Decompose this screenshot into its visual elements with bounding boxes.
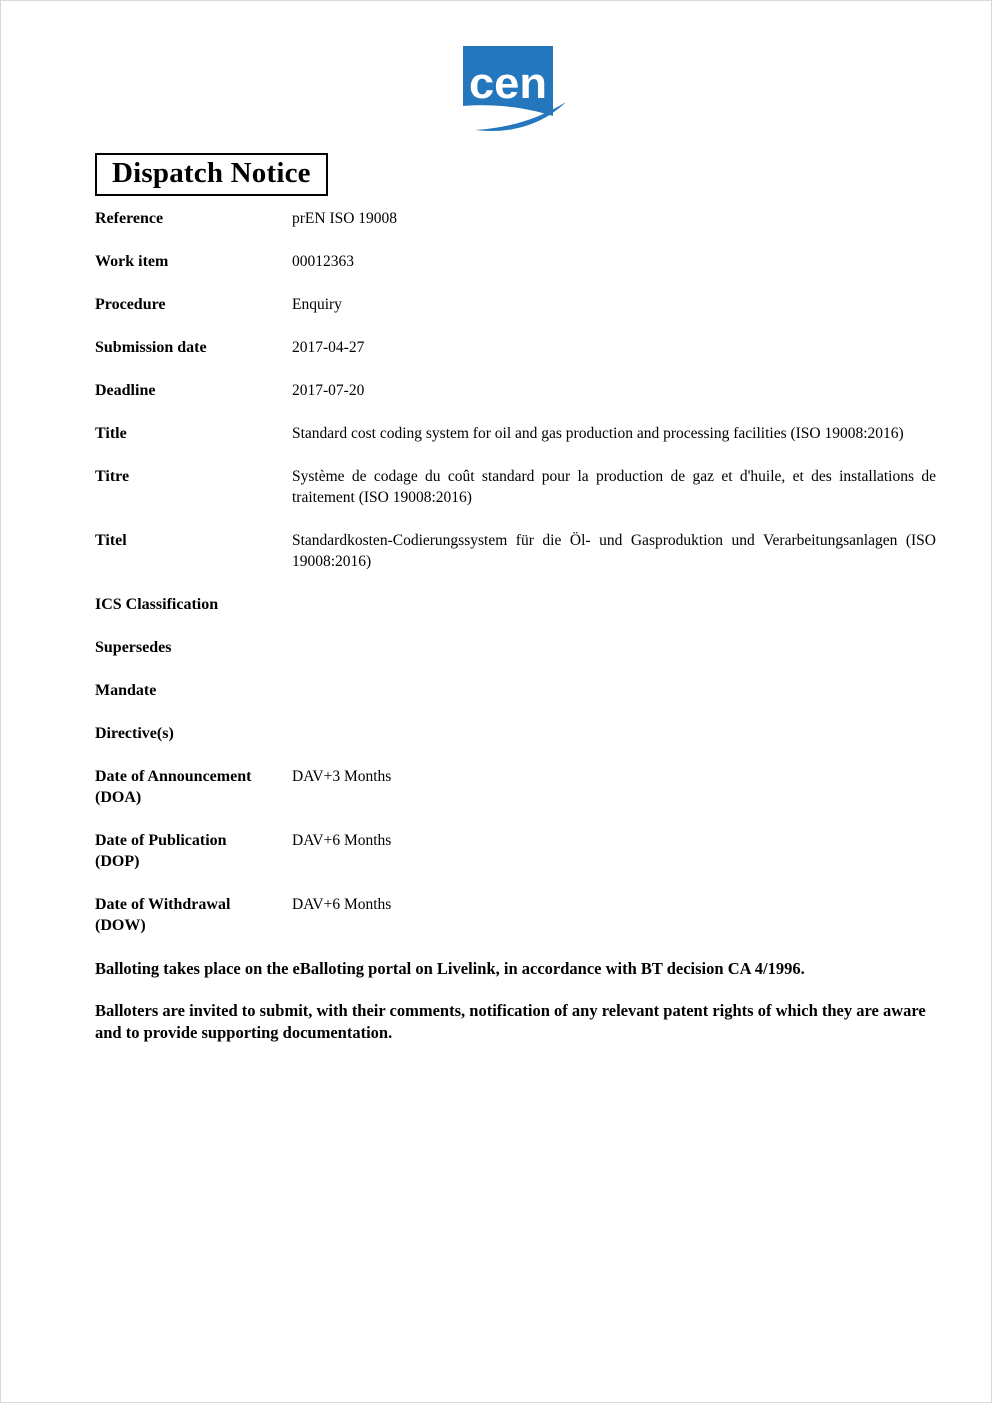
field-label: Procedure (95, 296, 166, 313)
field-value: DAV+3 Months (292, 768, 392, 785)
field-value: DAV+6 Months (292, 896, 392, 913)
field-label: Deadline (95, 382, 156, 399)
field-label: Submission date (95, 339, 207, 356)
field-value (292, 637, 936, 658)
cen-logo (463, 46, 567, 141)
field-row (95, 466, 936, 508)
field-label: Work item (95, 253, 169, 270)
field-value: Standardkosten-Codierungssystem für die Öl- und Gasproduktion und Verarbeitungsanlagen (ISO 19008:2016) (292, 532, 936, 570)
field-label: Titre (95, 468, 130, 485)
field-value: 2017-04-27 (292, 339, 365, 356)
page-content (1, 1, 991, 1044)
field-label: ICS Classification (95, 596, 219, 613)
field-label: Date of Withdrawal (DOW) (95, 896, 231, 934)
field-value: Enquiry (292, 296, 342, 313)
field-value: 2017-07-20 (292, 382, 365, 399)
field-row (95, 766, 936, 808)
field-row (95, 594, 936, 615)
field-label: Titel (95, 532, 127, 549)
field-row (95, 894, 936, 936)
field-value (292, 723, 936, 744)
field-label: Supersedes (95, 639, 172, 656)
field-row (95, 423, 936, 444)
field-label: Directive(s) (95, 725, 174, 742)
field-label: Reference (95, 210, 164, 227)
field-row (95, 251, 936, 272)
field-row (95, 208, 936, 229)
field-value: Système de codage du coût standard pour la production de gaz et d'huile, et des installations de traitement (ISO 19008:2016) (292, 468, 936, 506)
field-row (95, 637, 936, 658)
footer-notes (95, 958, 936, 1044)
cen-logo-text: cen (468, 59, 547, 108)
field-value (292, 594, 936, 615)
field-row (95, 530, 936, 572)
fields-table (95, 208, 936, 936)
field-label: Title (95, 425, 127, 442)
field-value: 00012363 (292, 253, 354, 270)
field-value (292, 680, 936, 701)
field-row (95, 723, 936, 744)
field-value: Standard cost coding system for oil and gas production and processing facilities (ISO 19008:2016) (292, 425, 904, 442)
field-value: DAV+6 Months (292, 832, 392, 849)
field-row (95, 380, 936, 401)
field-row (95, 830, 936, 872)
field-label: Date of Publication (DOP) (95, 832, 227, 870)
field-label: Date of Announcement (DOA) (95, 768, 252, 806)
cen-logo-icon (463, 46, 567, 136)
field-row (95, 680, 936, 701)
balloting-note: Balloting takes place on the eBalloting portal on Livelink, in accordance with BT decision CA 4/1996. (95, 959, 805, 978)
field-value: prEN ISO 19008 (292, 210, 398, 227)
field-label: Mandate (95, 682, 157, 699)
field-row (95, 294, 936, 315)
patent-note: Balloters are invited to submit, with their comments, notification of any relevant patent rights of which they are aware and to provide supporting documentation. (95, 1001, 926, 1042)
page-title: Dispatch Notice (95, 153, 328, 196)
field-row (95, 337, 936, 358)
